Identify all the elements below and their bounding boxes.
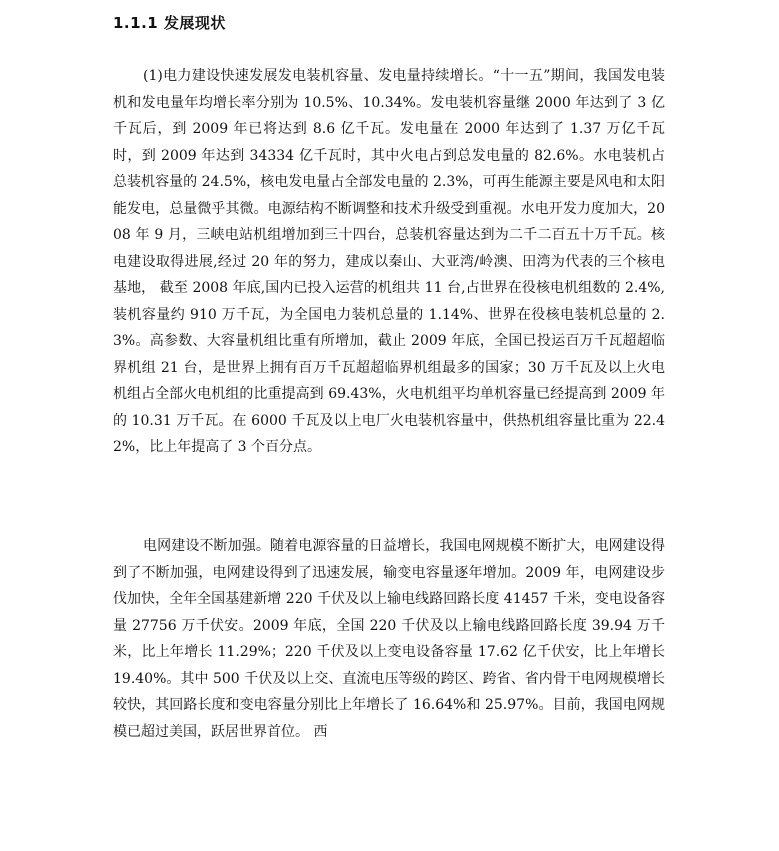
paragraph-power-generation: (1)电力建设快速发展发电装机容量、发电量持续增长。“十一五”期间，我国发电装机和发电量年均增长率分别为 10.5%、10.34%。发电装机容量继 2000 年达到了 3 亿千瓦后，到 2009 年已将达到 8.6 亿千瓦。发电量在 2000 年达到了 1.37 万亿千瓦时，到 2009 年达到 34334 亿千瓦时，其中火电占到总发电量的 82.6%。水电装机占总装机容量的 24.5%，核电发电量占全部发电量的 2.3%，可再生能源主要是风电和太阳能发电，总量微乎其微。电源结构不断调整和技术升级受到重视。水电开发力度加大，2008 年 9 月，三峡电站机组增加到三十四台，总装机容量达到为二千二百五十万千瓦。核电建设取得进展,经过 20 年的努力，建成以秦山、大亚湾/岭澳、田湾为代表的三个核电基地， 截至 2008 年底,国内已投入运营的机组共 11 台,占世界在役核电机组数的 2.4%,装机容量约 910 万千瓦，为全国电力装机总量的 1.14%、世界在役核电装机总量的 2.3%。高参数、大容量机组比重有所增加，截止 2009 年底，全国已投运百万千瓦超超临界机组 21 台，是世界上拥有百万千瓦超超临界机组最多的国家；30 万千瓦及以上火电机组占全部火电机组的比重提高到 69.43%，火电机组平均单机容量已经提高到 2009 年的 10.31 万千瓦。在 6000 千瓦及以上电厂火电装机容量中，供热机组容量比重为 22.42%，比上年提高了 3 个百分点。 [113, 68, 665, 455]
paragraph-grid-construction: 电网建设不断加强。随着电源容量的日益增长，我国电网规模不断扩大，电网建设得到了不断加强，电网建设得到了迅速发展，输变电容量逐年增加。2009 年，电网建设步伐加快，全年全国基建新增 220 千伏及以上输电线路回路长度 41457 千米，变电设备容量 27756 万千伏安。2009 年底，全国 220 千伏及以上输电线路回路长度 39.94 万千米，比上年增长 11.29%；220 千伏及以上变电设备容量 17.62 亿千伏安，比上年增长 19.40%。其中 500 千伏及以上交、直流电压等级的跨区、跨省、省内骨干电网规模增长较快，其回路长度和变电容量分别比上年增长了 16.64%和 25.97%。目前，我国电网规模已超过美国，跃居世界首位。 西 [113, 538, 665, 740]
section-heading: 1.1.1 发展现状 [113, 14, 226, 32]
